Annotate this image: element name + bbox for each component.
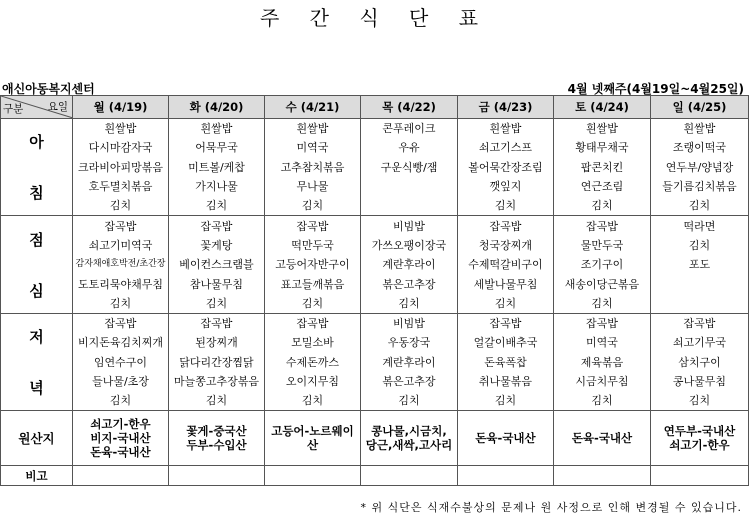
- dish-cell: 수제돈까스: [265, 353, 361, 372]
- dish-cell: 콘푸레이크: [361, 119, 458, 139]
- dish-cell: 된장찌개: [169, 333, 265, 352]
- header-row: [1, 96, 749, 119]
- meal-label-top: 아: [29, 133, 44, 152]
- dish-cell: 잡곡밥: [554, 313, 651, 333]
- dish-cell: 잡곡밥: [169, 216, 265, 236]
- dish-cell: 김치: [554, 294, 651, 314]
- dish-cell: 잡곡밥: [651, 313, 749, 333]
- dish-cell: 흰쌀밥: [554, 119, 651, 139]
- menu-row: [1, 391, 749, 411]
- dish-cell: 베이컨스크램블: [169, 255, 265, 274]
- dish-cell: 콩나물무침: [651, 372, 749, 391]
- day-header: 수 (4/21): [265, 96, 361, 119]
- dish-cell: 얼갈이배추국: [458, 333, 554, 352]
- menu-row: [1, 119, 749, 139]
- dish-cell: 김치: [651, 196, 749, 216]
- dish-cell: 임연수구이: [73, 353, 169, 372]
- dish-cell: 김치: [73, 196, 169, 216]
- dish-cell: 새송이당근볶음: [554, 274, 651, 293]
- dish-cell: 김치: [361, 294, 458, 314]
- note-cell: [554, 466, 651, 486]
- dish-cell: 김치: [73, 294, 169, 314]
- dish-cell: 깻잎지: [458, 177, 554, 196]
- origin-label: 원산지: [1, 411, 73, 466]
- dish-cell: [651, 294, 749, 314]
- note-cell: [169, 466, 265, 486]
- dish-cell: 도토리묵야채무침: [73, 274, 169, 293]
- dish-cell: 김치: [169, 391, 265, 411]
- menu-row: [1, 353, 749, 372]
- weekly-menu-table: [0, 95, 749, 486]
- note-cell: [265, 466, 361, 486]
- dish-cell: 들나물/초장: [73, 372, 169, 391]
- dish-cell: 어묵무국: [169, 138, 265, 157]
- dish-cell: 취나물볶음: [458, 372, 554, 391]
- meal-label-bottom: 침: [29, 184, 44, 203]
- menu-row: [1, 313, 749, 333]
- dish-cell: 떡만두국: [265, 236, 361, 255]
- note-cell: [73, 466, 169, 486]
- dish-cell: 고등어자반구이: [265, 255, 361, 274]
- dish-cell: 마늘쫑고추장볶음: [169, 372, 265, 391]
- dish-cell: 참나물무침: [169, 274, 265, 293]
- dish-cell: 흰쌀밥: [458, 119, 554, 139]
- day-header: 월 (4/19): [73, 96, 169, 119]
- dish-cell: 수제떡갈비구이: [458, 255, 554, 274]
- menu-row: [1, 255, 749, 274]
- dish-cell: 잡곡밥: [265, 313, 361, 333]
- dish-cell: 조랭이떡국: [651, 138, 749, 157]
- menu-row: [1, 216, 749, 236]
- dish-cell: [651, 274, 749, 293]
- dish-cell: 감자채애호박전/초간장: [73, 255, 169, 274]
- dish-cell: 우유: [361, 138, 458, 157]
- dish-cell: 미트볼/케찹: [169, 158, 265, 177]
- dish-cell: 팝콘치킨: [554, 158, 651, 177]
- dish-cell: 김치: [458, 294, 554, 314]
- page-title: 주 간 식 단 표: [259, 6, 491, 30]
- dish-cell: 시금치무침: [554, 372, 651, 391]
- menu-row: [1, 274, 749, 293]
- dish-cell: 표고들깨볶음: [265, 274, 361, 293]
- dish-cell: 김치: [265, 196, 361, 216]
- dish-cell: 구운식빵/잼: [361, 158, 458, 177]
- dish-cell: 미역국: [265, 138, 361, 157]
- footnote: * 위 식단은 식재수불상의 문제나 원 사정으로 인해 변경될 수 있습니다.: [360, 501, 742, 514]
- menu-row: [1, 333, 749, 352]
- origin-cell: 연두부-국내산 쇠고기-한우: [651, 411, 749, 466]
- origin-cell: 돈육-국내산: [458, 411, 554, 466]
- dish-cell: 김치: [169, 294, 265, 314]
- dish-cell: 우동장국: [361, 333, 458, 352]
- origin-cell: 콩나물,시금치, 당근,새싹,고사리: [361, 411, 458, 466]
- corner-header: [1, 96, 73, 119]
- meal-label: [1, 313, 73, 410]
- dish-cell: 김치: [554, 196, 651, 216]
- dish-cell: 흰쌀밥: [169, 119, 265, 139]
- meal-label-top: 점: [29, 230, 44, 249]
- dish-cell: 잡곡밥: [73, 216, 169, 236]
- menu-row: [1, 196, 749, 216]
- meal-label-bottom: 녁: [29, 379, 44, 398]
- menu-row: [1, 236, 749, 255]
- menu-row: [1, 294, 749, 314]
- dish-cell: 김치: [265, 294, 361, 314]
- dish-cell: 세발나물무침: [458, 274, 554, 293]
- origin-cell: 돈육-국내산: [554, 411, 651, 466]
- menu-row: [1, 138, 749, 157]
- day-header: 목 (4/22): [361, 96, 458, 119]
- dish-cell: 잡곡밥: [458, 216, 554, 236]
- dish-cell: 잡곡밥: [169, 313, 265, 333]
- dish-cell: 김치: [458, 391, 554, 411]
- dish-cell: 오이지무침: [265, 372, 361, 391]
- menu-row: [1, 177, 749, 196]
- dish-cell: 떡라면: [651, 216, 749, 236]
- dish-cell: 비빔밥: [361, 216, 458, 236]
- dish-cell: 김치: [361, 391, 458, 411]
- dish-cell: 잡곡밥: [73, 313, 169, 333]
- origin-cell: 고등어-노르웨이 산: [265, 411, 361, 466]
- dish-cell: 다시마감자국: [73, 138, 169, 157]
- origin-cell: 쇠고기-한우 비지-국내산 돈육-국내산: [73, 411, 169, 466]
- dish-cell: 포도: [651, 255, 749, 274]
- dish-cell: 돈육폭찹: [458, 353, 554, 372]
- dish-cell: 볶은고추장: [361, 274, 458, 293]
- day-header: 금 (4/23): [458, 96, 554, 119]
- dish-cell: 볶은고추장: [361, 372, 458, 391]
- dish-cell: 호두멸치볶음: [73, 177, 169, 196]
- dish-cell: 청국장찌개: [458, 236, 554, 255]
- dish-cell: 김치: [651, 391, 749, 411]
- corner-label-day: 요일: [47, 101, 68, 113]
- dish-cell: 쇠고기미역국: [73, 236, 169, 255]
- dish-cell: [361, 196, 458, 216]
- meal-label: [1, 119, 73, 216]
- dish-cell: 비빔밥: [361, 313, 458, 333]
- dish-cell: 연근조림: [554, 177, 651, 196]
- note-row: [1, 466, 749, 486]
- dish-cell: 김치: [73, 391, 169, 411]
- dish-cell: 김치: [265, 391, 361, 411]
- center-name: 애신아동복지센터: [2, 82, 95, 96]
- dish-cell: 가지나물: [169, 177, 265, 196]
- dish-cell: 제육볶음: [554, 353, 651, 372]
- origin-cell: 꽃게-중국산 두부-수입산: [169, 411, 265, 466]
- dish-cell: 연두부/양념장: [651, 158, 749, 177]
- day-header: 일 (4/25): [651, 96, 749, 119]
- dish-cell: 물만두국: [554, 236, 651, 255]
- day-header: 토 (4/24): [554, 96, 651, 119]
- menu-row: [1, 372, 749, 391]
- origin-row: [1, 411, 749, 466]
- corner-label-category: 구분: [3, 103, 24, 115]
- dish-cell: 김치: [554, 391, 651, 411]
- dish-cell: 김치: [169, 196, 265, 216]
- note-cell: [458, 466, 554, 486]
- note-cell: [651, 466, 749, 486]
- dish-cell: 삼치구이: [651, 353, 749, 372]
- dish-cell: 잡곡밥: [554, 216, 651, 236]
- dish-cell: 흰쌀밥: [73, 119, 169, 139]
- dish-cell: 흰쌀밥: [651, 119, 749, 139]
- dish-cell: 닭다리간장찜닭: [169, 353, 265, 372]
- dish-cell: 황태무채국: [554, 138, 651, 157]
- week-period: 4월 넷째주(4월19일~4월25일): [567, 82, 744, 96]
- dish-cell: 고추참치볶음: [265, 158, 361, 177]
- dish-cell: 잡곡밥: [458, 313, 554, 333]
- day-header: 화 (4/20): [169, 96, 265, 119]
- dish-cell: 잡곡밥: [265, 216, 361, 236]
- dish-cell: 흰쌀밥: [265, 119, 361, 139]
- dish-cell: 크라비아피망볶음: [73, 158, 169, 177]
- dish-cell: [361, 177, 458, 196]
- meal-label: [1, 216, 73, 313]
- meal-label-bottom: 심: [29, 281, 44, 300]
- dish-cell: 김치: [651, 236, 749, 255]
- note-label: 비고: [1, 466, 73, 486]
- dish-cell: 미역국: [554, 333, 651, 352]
- dish-cell: 꽃게탕: [169, 236, 265, 255]
- dish-cell: 무나물: [265, 177, 361, 196]
- dish-cell: 비지돈육김치찌개: [73, 333, 169, 352]
- dish-cell: 쇠고기무국: [651, 333, 749, 352]
- dish-cell: 쇠고기스프: [458, 138, 554, 157]
- note-cell: [361, 466, 458, 486]
- dish-cell: 가쓰오팽이장국: [361, 236, 458, 255]
- dish-cell: 모밀소바: [265, 333, 361, 352]
- menu-row: [1, 158, 749, 177]
- dish-cell: 김치: [458, 196, 554, 216]
- dish-cell: 들기름김치볶음: [651, 177, 749, 196]
- dish-cell: 계란후라이: [361, 353, 458, 372]
- dish-cell: 계란후라이: [361, 255, 458, 274]
- meal-label-top: 저: [29, 328, 44, 347]
- dish-cell: 조기구이: [554, 255, 651, 274]
- dish-cell: 볼어묵간장조림: [458, 158, 554, 177]
